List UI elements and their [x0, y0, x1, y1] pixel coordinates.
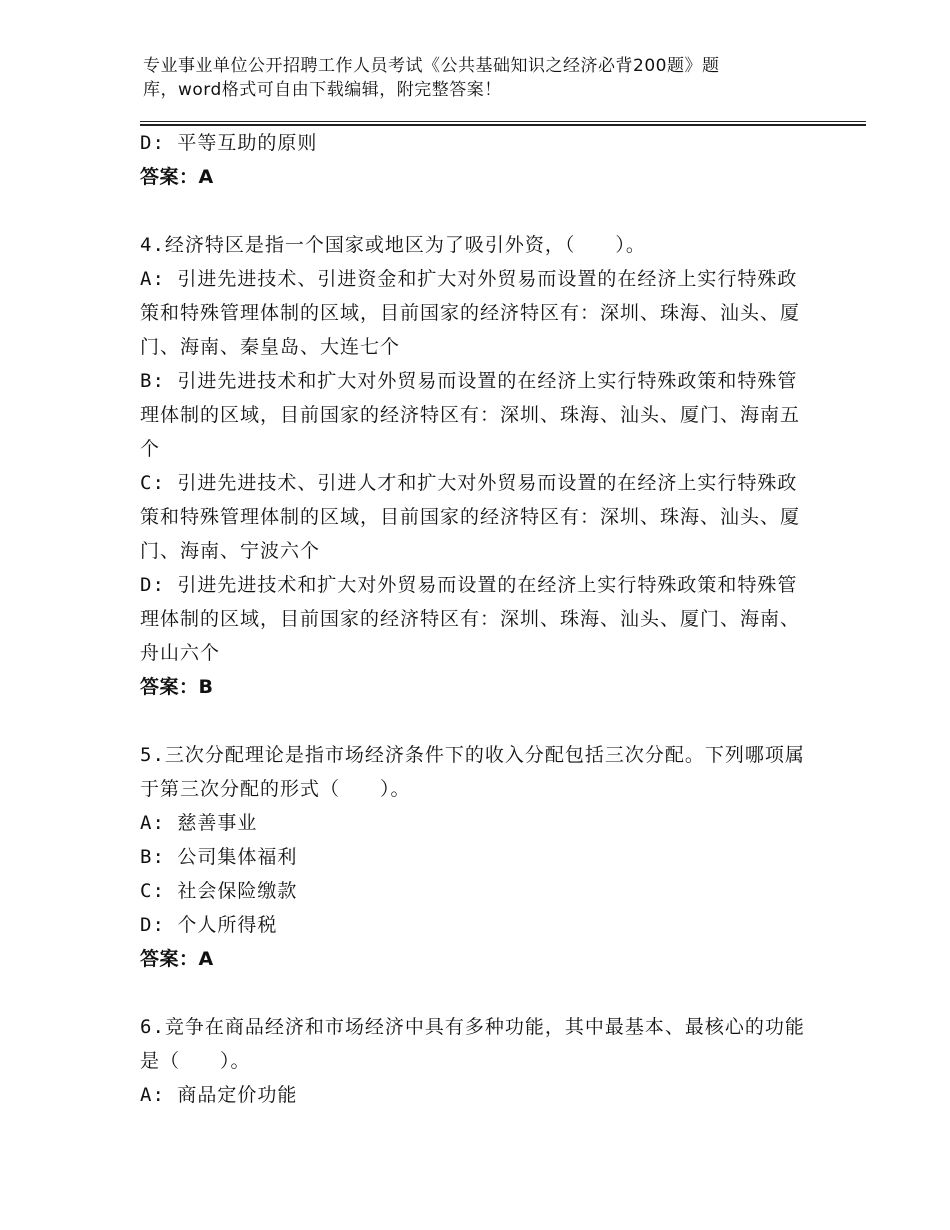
header-line-1: 专业事业单位公开招聘工作人员考试《公共基础知识之经济必背200题》题	[143, 56, 720, 76]
q5-answer: 答案：A	[140, 948, 214, 970]
q3-answer: 答案：A	[140, 166, 214, 188]
spacer	[140, 976, 820, 1010]
q6-question: 6.竞争在商品经济和市场经济中具有多种功能，其中最基本、最核心的功能是（ ）。	[140, 1016, 805, 1072]
q3-option-d: D: 平等互助的原则	[140, 132, 318, 154]
q4-question: 4.经济特区是指一个国家或地区为了吸引外资，（ ）。	[140, 234, 646, 256]
q5-option-a: A: 慈善事业	[140, 812, 258, 834]
q6-option-a: A: 商品定价功能	[140, 1084, 298, 1106]
q5-question: 5.三次分配理论是指市场经济条件下的收入分配包括三次分配。下列哪项属于第三次分配的形式（ ）。	[140, 744, 805, 800]
document-header	[143, 54, 783, 102]
spacer	[140, 704, 820, 738]
q5-option-c: C: 社会保险缴款	[140, 880, 298, 902]
header-rule-thin	[140, 121, 866, 122]
q4-option-c: C: 引进先进技术、引进人才和扩大对外贸易而设置的在经济上实行特殊政策和特殊管理体制的区域，目前国家的经济特区有：深圳、珠海、汕头、厦门、海南、宁波六个	[140, 472, 801, 562]
q4-answer: 答案：B	[140, 676, 214, 698]
q4-option-a: A: 引进先进技术、引进资金和扩大对外贸易而设置的在经济上实行特殊政策和特殊管理体制的区域，目前国家的经济特区有：深圳、珠海、汕头、厦门、海南、秦皇岛、大连七个	[140, 268, 801, 358]
q4-option-d: D: 引进先进技术和扩大对外贸易而设置的在经济上实行特殊政策和特殊管理体制的区域，目前国家的经济特区有：深圳、珠海、汕头、厦门、海南、舟山六个	[140, 574, 801, 664]
q4-option-b: B: 引进先进技术和扩大对外贸易而设置的在经济上实行特殊政策和特殊管理体制的区域，目前国家的经济特区有：深圳、珠海、汕头、厦门、海南五个	[140, 370, 801, 460]
q5-option-d: D: 个人所得税	[140, 914, 278, 936]
q5-option-b: B: 公司集体福利	[140, 846, 298, 868]
document-body	[140, 126, 820, 1112]
header-line-2: 库，word格式可自由下载编辑，附完整答案！	[143, 80, 502, 100]
spacer	[140, 194, 820, 228]
